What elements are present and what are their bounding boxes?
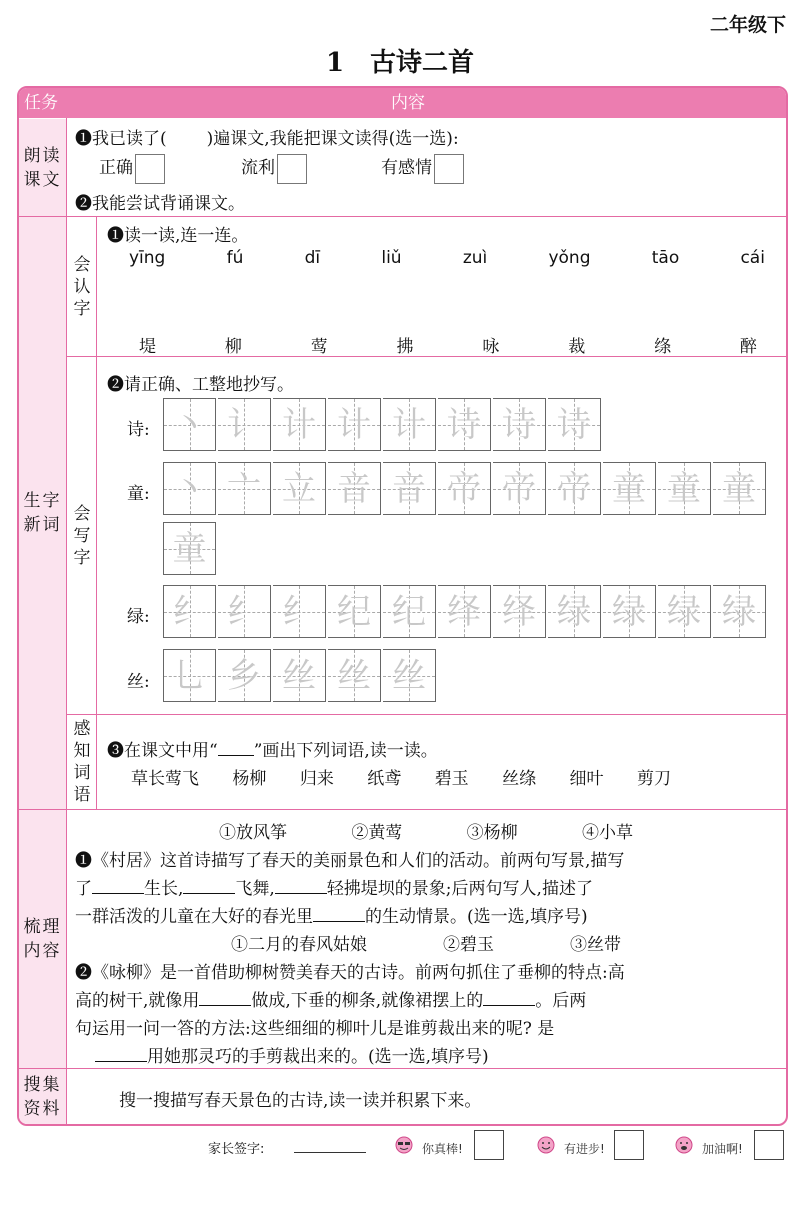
sub-label-write [68, 357, 96, 714]
label-line: 搜集 [23, 1074, 62, 1095]
option-item: ③杨柳 [466, 823, 518, 843]
label-line: 朗读 [23, 145, 62, 166]
trace-stroke: 诗 [502, 405, 536, 445]
trace-stroke: 帝 [557, 469, 591, 509]
writing-cell[interactable] [713, 585, 766, 638]
footer [0, 1128, 800, 1164]
trace-stroke: 丝 [392, 656, 426, 696]
sunglasses-sun-icon [390, 1132, 418, 1158]
lesson-number: 1 [325, 48, 345, 78]
trace-stroke: 亠 [227, 469, 261, 509]
trace-stroke: 计 [392, 405, 426, 445]
option-item: ③丝带 [570, 935, 621, 955]
checkbox-correct[interactable] [135, 154, 165, 184]
summary-q2-line4 [95, 1042, 489, 1067]
collect-text: 搜一搜描写春天景色的古诗,读一读并积累下来。 [119, 1091, 482, 1111]
trace-stroke: 丝 [337, 656, 371, 696]
word-item[interactable]: 杨柳 [232, 769, 267, 789]
summary-q2-line1: ❷《咏柳》是一首借助柳树赞美春天的古诗。前两句抓住了垂柳的特点:高 [75, 963, 625, 983]
writing-cell[interactable] [603, 585, 656, 638]
word-list [131, 764, 671, 789]
label-char: 感 [73, 719, 91, 739]
summary-q2-line3: 句运用一问一答的方法:这些细细的柳叶儿是谁剪裁出来的呢? 是 [75, 1019, 555, 1039]
writing-cell[interactable] [273, 398, 326, 451]
label-char: 字 [73, 298, 91, 319]
option-emotion [381, 153, 464, 184]
row-divider [19, 809, 786, 810]
writing-cell[interactable] [438, 462, 491, 515]
trace-stroke: 绿 [722, 592, 756, 632]
sub-label-perceive [68, 715, 96, 809]
pinyin-row [129, 248, 765, 268]
label-char: 词 [73, 763, 91, 783]
trace-stroke: 乚 [172, 656, 207, 696]
perceive-instruction [107, 736, 438, 761]
column-divider [66, 118, 67, 1124]
trace-stroke: 童 [667, 469, 701, 509]
pinyin-item[interactable]: cái [740, 248, 765, 268]
label-char: 语 [73, 785, 91, 805]
label-line: 课文 [23, 169, 62, 190]
badge-great: 你真棒! [422, 1142, 463, 1156]
text-part: 飞舞, [235, 879, 275, 899]
reading-q1 [75, 124, 459, 149]
text-part: 用她那灵巧的手剪裁出来的。(选一选,填序号) [147, 1047, 489, 1067]
trace-stroke: 绎 [447, 592, 481, 632]
writing-cell[interactable] [273, 585, 326, 638]
writing-cell[interactable] [658, 585, 711, 638]
writing-cell[interactable] [218, 398, 271, 451]
summary-q2-line2 [75, 986, 586, 1011]
option-item: ①二月的春风姑娘 [231, 935, 367, 955]
write-row-label: 丝: [127, 672, 150, 692]
fill-blank[interactable] [275, 876, 327, 894]
label-line: 新词 [23, 515, 62, 535]
text-part: 轻拂堤坝的景象;后两句写人,描述了 [326, 879, 593, 899]
text-part: 做成,下垂的柳条,就像裙摆上的 [251, 991, 484, 1011]
writing-cell[interactable] [328, 649, 381, 702]
reading-q2: ❷我能尝试背诵课文。 [75, 194, 245, 214]
trace-stroke: 音 [392, 469, 426, 509]
trace-stroke: 纪 [337, 592, 371, 632]
writing-cell[interactable] [218, 462, 271, 515]
summary-q1-line1: ❶《村居》这首诗描写了春天的美丽景色和人们的活动。前两句写景,描写 [75, 851, 625, 871]
text-part: 了 [75, 879, 92, 899]
write-row-label: 童: [127, 484, 150, 504]
pinyin-item[interactable]: zuì [462, 248, 488, 268]
label-char: 认 [73, 276, 91, 297]
recognize-instruction: ❶读一读,连一连。 [107, 226, 249, 246]
underline-sample [218, 738, 254, 756]
trace-stroke: 计 [282, 405, 316, 445]
writing-cell[interactable] [163, 585, 216, 638]
label-char: 字 [73, 547, 91, 568]
option-label: 正确 [99, 158, 133, 178]
writing-cell[interactable] [603, 462, 656, 515]
fill-blank[interactable] [199, 988, 251, 1006]
writing-cell[interactable] [383, 398, 436, 451]
badge-progress: 有进步! [564, 1142, 605, 1156]
label-char: 写 [73, 525, 91, 546]
label-line: 内容 [23, 941, 62, 961]
pinyin-item[interactable]: tāo [651, 248, 680, 268]
writing-cell[interactable] [163, 398, 216, 451]
reading-q1-prefix: ❶我已读了( [75, 129, 167, 149]
trace-stroke: 丶 [172, 469, 207, 509]
signature-field[interactable] [294, 1152, 366, 1153]
fill-blank[interactable] [313, 904, 365, 922]
write-row-label: 诗: [127, 420, 150, 440]
fill-blank[interactable] [483, 988, 535, 1006]
trace-stroke: 丝 [282, 656, 316, 696]
writing-cell[interactable] [218, 649, 271, 702]
read-count-blank[interactable] [167, 127, 207, 144]
char-item[interactable]: 莺 [310, 337, 328, 357]
sub-label-recognize [68, 217, 96, 356]
trace-stroke: 帝 [502, 469, 536, 509]
write-instruction: ❷请正确、工整地抄写。 [107, 375, 294, 395]
task-table [17, 86, 788, 1126]
fill-blank[interactable] [92, 876, 144, 894]
option-label: 有感情 [381, 158, 432, 178]
writing-cell[interactable] [658, 462, 711, 515]
word-item[interactable]: 草长莺飞 [131, 769, 199, 789]
label-line: 生字 [23, 491, 62, 511]
word-item[interactable]: 剪刀 [636, 769, 671, 789]
header-content: 内容 [391, 93, 425, 113]
table-header [19, 88, 786, 118]
header-task: 任务 [24, 93, 58, 113]
writing-cell[interactable] [438, 398, 491, 451]
writing-cell[interactable] [273, 649, 326, 702]
trace-stroke: 童 [172, 529, 207, 569]
checkbox-emotion[interactable] [434, 154, 464, 184]
page-title [0, 42, 800, 79]
trace-stroke: 绿 [557, 592, 591, 632]
writing-cell[interactable] [328, 398, 381, 451]
trace-stroke: 丶 [172, 405, 207, 445]
row-divider [19, 1068, 786, 1069]
option-item: ④小草 [581, 823, 633, 843]
summary-options-1 [219, 818, 633, 843]
section-collect-label [19, 1069, 66, 1124]
grade-label: 二年级下 [709, 14, 786, 36]
option-fluent [241, 153, 307, 184]
label-line: 梳理 [23, 917, 62, 937]
writing-cell[interactable] [328, 585, 381, 638]
text-part: 。后两 [535, 991, 587, 1011]
pinyin-item[interactable]: yǒng [548, 248, 591, 268]
trace-stroke: 纟 [282, 592, 316, 632]
write-row-label: 绿: [127, 607, 150, 627]
badge-keep-going: 加油啊! [702, 1142, 743, 1156]
char-item[interactable]: 堤 [139, 337, 156, 357]
trace-stroke: 绿 [667, 592, 701, 632]
trace-stroke: 绿 [612, 592, 646, 632]
writing-cell[interactable] [328, 462, 381, 515]
trace-stroke: 帝 [447, 469, 481, 509]
trace-stroke: 纪 [392, 592, 426, 632]
trace-stroke: 绎 [502, 592, 536, 632]
row-divider [67, 714, 787, 715]
fill-blank[interactable] [95, 1044, 147, 1062]
perceive-instruction-pre: ❸在课文中用“ [107, 741, 218, 761]
checkbox-keep-going[interactable] [754, 1130, 784, 1160]
writing-cell[interactable] [383, 462, 436, 515]
word-item[interactable]: 丝绦 [502, 769, 537, 789]
option-item: ②碧玉 [443, 935, 494, 955]
trace-stroke: 计 [337, 405, 371, 445]
writing-cell[interactable] [548, 398, 601, 451]
trace-stroke: 童 [722, 469, 756, 509]
summary-q1-line3 [75, 902, 588, 927]
writing-cell[interactable] [438, 585, 491, 638]
trace-stroke: 纟 [172, 592, 207, 632]
text-part: 高的树干,就像用 [75, 991, 200, 1011]
text-part: 的生动情景。(选一选,填序号) [365, 907, 588, 927]
writing-cell[interactable] [548, 462, 601, 515]
checkbox-progress[interactable] [614, 1130, 644, 1160]
text-part: 生长, [144, 879, 184, 899]
char-item[interactable]: 裁 [568, 337, 586, 357]
checkbox-great[interactable] [474, 1130, 504, 1160]
word-item[interactable]: 碧玉 [434, 769, 469, 789]
label-char: 知 [73, 741, 91, 761]
char-item[interactable]: 绦 [654, 337, 672, 357]
pinyin-item[interactable]: fú [226, 248, 244, 268]
char-row [139, 332, 757, 357]
writing-cell[interactable] [493, 398, 546, 451]
trace-stroke: 音 [337, 469, 371, 509]
writing-cell[interactable] [383, 585, 436, 638]
checkbox-fluent[interactable] [277, 154, 307, 184]
writing-cell[interactable] [218, 585, 271, 638]
writing-cell[interactable] [163, 649, 216, 702]
option-item: ②黄莺 [351, 823, 403, 843]
pinyin-item[interactable]: yīng [129, 248, 166, 268]
char-item[interactable]: 柳 [224, 337, 242, 357]
signature-label: 家长签字: [208, 1142, 265, 1157]
section-summary-label [19, 810, 66, 1068]
sub-column-divider [96, 217, 97, 809]
char-item[interactable]: 拂 [396, 337, 414, 357]
word-item[interactable]: 纸鸢 [367, 769, 402, 789]
section-newwords-label [19, 217, 66, 809]
text-part: 一群活泼的儿童在大好的春光里 [75, 907, 313, 927]
trace-stroke: 讠 [227, 405, 261, 445]
trace-stroke: 诗 [557, 405, 591, 445]
fill-blank[interactable] [183, 876, 235, 894]
perceive-instruction-post: ”画出下列词语,读一读。 [253, 741, 438, 761]
smiling-sun-icon [532, 1132, 560, 1158]
cheering-sun-icon [670, 1132, 698, 1158]
lesson-title: 古诗二首 [370, 48, 475, 78]
pinyin-item[interactable]: liǔ [381, 248, 402, 268]
reading-q1-suffix: )遍课文,我能把课文读得(选一选): [206, 129, 459, 149]
option-item: ①放风筝 [219, 823, 287, 843]
trace-stroke: 童 [612, 469, 646, 509]
writing-cell[interactable] [163, 462, 216, 515]
trace-stroke: 纟 [227, 592, 261, 632]
label-char: 会 [73, 503, 91, 524]
pinyin-item[interactable]: dī [304, 248, 321, 268]
word-item[interactable]: 细叶 [569, 769, 604, 789]
writing-cell[interactable] [493, 585, 546, 638]
row-divider [19, 216, 786, 217]
writing-cell[interactable] [713, 462, 766, 515]
trace-stroke: 乡 [227, 656, 261, 696]
char-item[interactable]: 咏 [482, 337, 500, 357]
char-item[interactable]: 醉 [739, 337, 757, 357]
trace-stroke: 诗 [447, 405, 481, 445]
trace-stroke: 立 [282, 469, 316, 509]
label-line: 资料 [23, 1098, 62, 1119]
summary-options-2 [231, 930, 621, 955]
word-item[interactable]: 归来 [299, 769, 334, 789]
option-label: 流利 [241, 158, 275, 178]
writing-cell[interactable] [383, 649, 436, 702]
writing-cell[interactable] [548, 585, 601, 638]
writing-cell[interactable] [493, 462, 546, 515]
summary-q1-line2 [75, 874, 593, 899]
option-correct [99, 153, 165, 184]
label-char: 会 [73, 254, 91, 275]
section-reading-label [19, 119, 66, 216]
writing-cell[interactable] [163, 522, 216, 575]
writing-cell[interactable] [273, 462, 326, 515]
